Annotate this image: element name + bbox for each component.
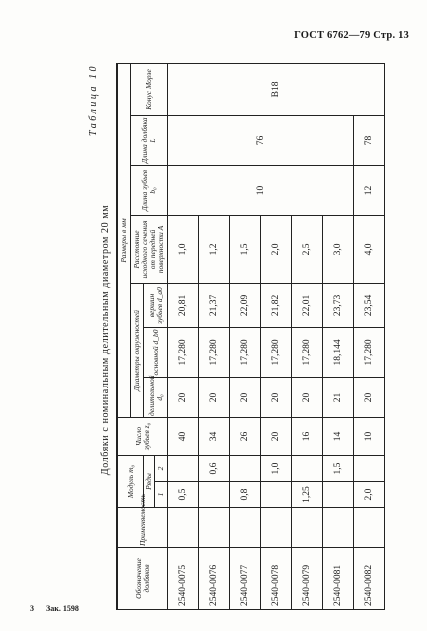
col-application: Применяемость [117,508,168,548]
cell-teeth: 20 [261,417,292,455]
diameters-header: Диаметры окружностей [131,283,144,417]
cell-distance: 2,0 [261,215,292,283]
cell-base: 17,280 [261,327,292,377]
cell-cutter-length-group: 76 [168,115,354,165]
cell-pitch: 20 [261,377,292,417]
page-footer [30,604,79,613]
cell-designation: 2540-0078 [261,548,292,610]
cell-tip: 23,54 [354,283,385,327]
cell-module-1: 2,0 [354,482,385,508]
cell-tooth-length-group: 10 [168,165,354,215]
cell-tip: 21,82 [261,283,292,327]
cell-designation: 2540-0082 [354,548,385,610]
cell-module-2 [168,455,199,481]
rows-label: Ряды [144,455,155,507]
cell-module-1 [323,482,354,508]
table-number: Таблица 10 [88,64,99,136]
col-pitch-diameter: делительной d₀ [144,377,168,417]
cell-application [168,508,199,548]
cell-base: 18,144 [323,327,354,377]
cell-module-2: 1,5 [323,455,354,481]
cell-distance: 3,0 [323,215,354,283]
cell-teeth: 14 [323,417,354,455]
cell-module-2: 0,6 [199,455,230,481]
cell-module-1: 0,5 [168,482,199,508]
cell-tip: 20,81 [168,283,199,327]
cell-teeth: 16 [292,417,323,455]
col-distance: Расстояние исходного сечения от передней поверхности A [131,215,168,283]
table-caption: Долбяки с номинальным делительным диаметром 20 мм [100,204,111,476]
cell-teeth: 10 [354,417,385,455]
cell-distance: 4,0 [354,215,385,283]
cell-designation: 2540-0077 [230,548,261,610]
cell-base: 17,280 [292,327,323,377]
footer-page-number: 3 [30,604,34,613]
cell-designation: 2540-0079 [292,548,323,610]
cell-tip: 22,01 [292,283,323,327]
col-module: Модуль m₀ [117,455,144,507]
cell-base: 17,280 [168,327,199,377]
cell-module-2 [292,455,323,481]
cell-application [199,508,230,548]
cell-application [230,508,261,548]
table-row [168,63,199,609]
cell-teeth: 40 [168,417,199,455]
cell-morse: B18 [168,63,385,115]
row-series-1: 1 [155,482,168,508]
cell-pitch: 20 [230,377,261,417]
cell-distance: 1,5 [230,215,261,283]
page-header: ГОСТ 6762—79 Стр. 13 [294,30,409,41]
cell-distance: 1,0 [168,215,199,283]
cell-tip: 23,73 [323,283,354,327]
cell-module-1: 1,25 [292,482,323,508]
cell-pitch: 20 [354,377,385,417]
cell-tooth-length-last: 12 [354,165,385,215]
col-base-diameter: основной d_b0 [144,327,168,377]
col-cutter-length: Длина долбяка L [131,115,168,165]
cell-designation: 2540-0081 [323,548,354,610]
cell-tip: 22,09 [230,283,261,327]
footer-order: Зак. 1598 [46,604,79,613]
col-tooth-length: Длина зубьев b₀ [131,165,168,215]
cell-application [292,508,323,548]
cell-application [354,508,385,548]
cell-pitch: 20 [292,377,323,417]
cell-base: 17,280 [230,327,261,377]
cell-teeth: 34 [199,417,230,455]
col-teeth: Число зубьев z₀ [117,417,168,455]
col-morse: Конус Морзе [131,63,168,115]
cell-application [261,508,292,548]
cell-distance: 1,2 [199,215,230,283]
cell-cutter-length-last: 78 [354,115,385,165]
table-row [354,63,385,609]
cell-module-1 [261,482,292,508]
cell-base: 17,280 [199,327,230,377]
cell-pitch: 21 [323,377,354,417]
cutters-table [116,63,385,610]
cell-designation: 2540-0076 [199,548,230,610]
cell-teeth: 26 [230,417,261,455]
cell-module-2: 1,0 [261,455,292,481]
cell-module-1: 0,8 [230,482,261,508]
cell-module-2 [230,455,261,481]
col-designation: Обозначение долбяков [117,548,168,610]
col-tip-diameter: вершин зубьев d_a0 [144,283,168,327]
cell-distance: 2,5 [292,215,323,283]
dimensions-header: Размеры в мм [117,63,131,417]
cell-pitch: 20 [168,377,199,417]
cell-tip: 21,37 [199,283,230,327]
cell-module-2 [354,455,385,481]
cell-module-1 [199,482,230,508]
cell-base: 17,280 [354,327,385,377]
row-series-2: 2 [155,455,168,481]
cell-pitch: 20 [199,377,230,417]
cell-application [323,508,354,548]
rotated-table-block [88,64,418,610]
cell-designation: 2540-0075 [168,548,199,610]
